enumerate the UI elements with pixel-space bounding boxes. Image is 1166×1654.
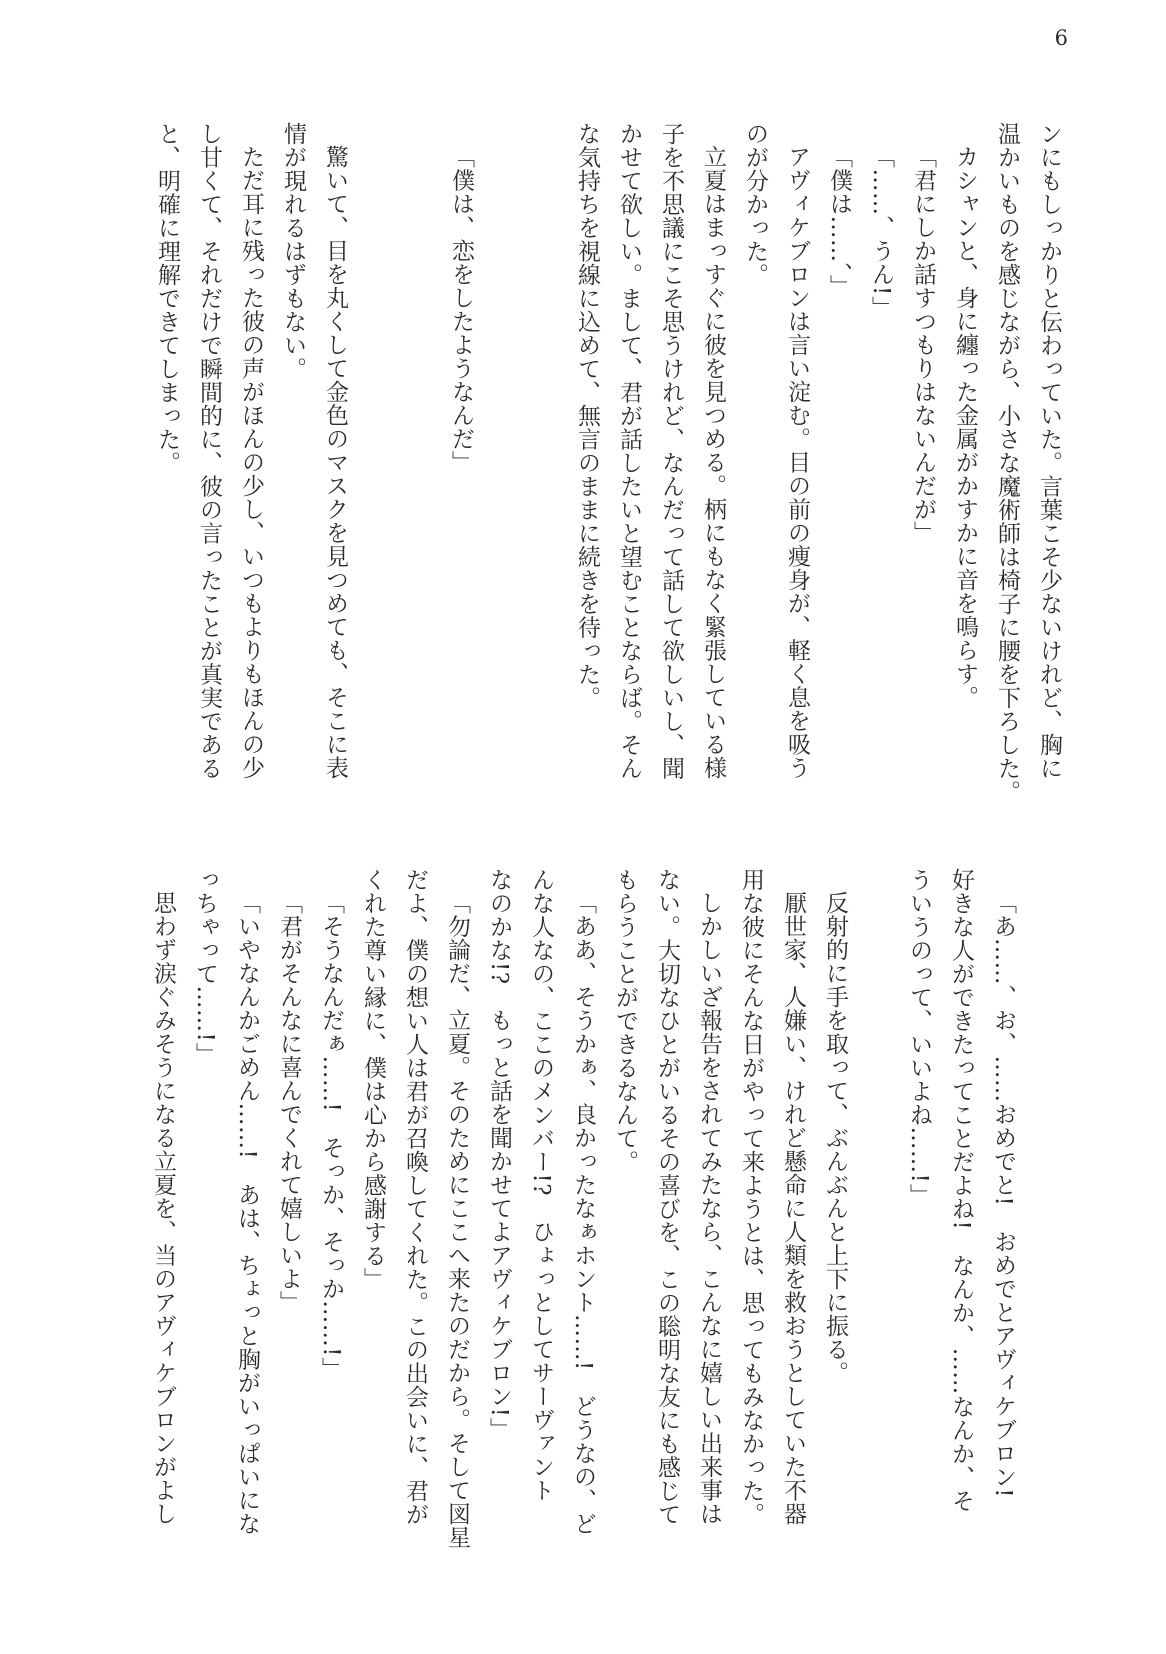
text-column: 「僕は……、」 bbox=[826, 145, 852, 298]
text-column: 好きな人ができたってことだよね! なんか、……なんか、そ bbox=[948, 868, 974, 1513]
text-column: 「君にしか話すつもりはないんだが」 bbox=[910, 145, 936, 545]
text-column: ンにもしっかりと伝わっていた。言葉こそ少ないけれど、胸に bbox=[1036, 122, 1062, 780]
text-column: 「勿論だ、立夏。そのためにここへ来たのだから。そして図星 bbox=[444, 891, 470, 1549]
blank-emphasis-column bbox=[533, 122, 556, 822]
text-column: 「ああ、そうかぁ、良かったなぁホント……! どうなの、ど bbox=[570, 891, 596, 1536]
text-column: カシャンと、身に纏った金属がかすかに音を鳴らす。 bbox=[952, 145, 978, 709]
text-tier-bottom bbox=[151, 868, 1014, 1568]
text-column: 「そうなんだぁ……! そっか、そっか……!」 bbox=[318, 891, 344, 1381]
text-column: 用な彼にそんな日がやって来ようとは、思ってもみなかった。 bbox=[738, 868, 764, 1526]
text-column: し甘くて、それだけで瞬間的に、彼の言ったことが真実である bbox=[196, 122, 222, 780]
text-column: 「僕は、恋をしたようなんだ」 bbox=[448, 145, 474, 474]
text-column: 「あ……、お、……おめでと! おめでとアヴィケブロン! bbox=[990, 891, 1016, 1498]
text-column: 立夏はまっすぐに彼を見つめる。柄にもなく緊張している様 bbox=[700, 145, 726, 780]
text-column: ない。大切なひとがいるその喜びを、この聡明な友にも感じて bbox=[654, 868, 680, 1526]
text-column: くれた尊い縁に、僕は心から感謝する」 bbox=[360, 868, 386, 1291]
blank-emphasis-column bbox=[407, 122, 430, 822]
text-column: だよ、僕の想い人は君が召喚してくれた。この出会いに、君が bbox=[402, 868, 428, 1526]
blank-emphasis-column bbox=[365, 122, 388, 822]
text-column: 「君がそんなに喜んでくれて嬉しいよ」 bbox=[276, 891, 302, 1314]
text-column: 情が現れるはずもない。 bbox=[280, 122, 306, 381]
blank-emphasis-column bbox=[865, 868, 888, 1568]
text-column: のが分かった。 bbox=[742, 122, 768, 287]
text-column: 「いやなんかごめん……! あは、ちょっと胸がいっぱいにな bbox=[234, 891, 260, 1536]
text-column: と、明確に理解できてしまった。 bbox=[154, 122, 180, 475]
text-column: んな人なの、ここのメンバー!? ひょっとしてサーヴァント bbox=[528, 868, 554, 1502]
text-column: なのかな!? もっと話を聞かせてよアヴィケブロン!」 bbox=[486, 868, 512, 1441]
text-tier-top bbox=[155, 122, 1060, 822]
text-column: 厭世家、人嫌い、けれど懸命に人類を救おうとしていた不器 bbox=[780, 891, 806, 1526]
blank-emphasis-column bbox=[491, 122, 514, 822]
text-column: っちゃって……!」 bbox=[192, 868, 218, 1066]
text-column: ただ耳に残った彼の声がほんの少し、いつもよりもほんの少 bbox=[238, 145, 264, 780]
text-column: 温かいものを感じながら、小さな魔術師は椅子に腰を下ろした。 bbox=[994, 122, 1020, 804]
text-column: アヴィケブロンは言い淀む。目の前の痩身が、軽く息を吸う bbox=[784, 145, 810, 780]
text-column: かせて欲しい。まして、君が話したいと望むことならば。そん bbox=[616, 122, 642, 780]
text-column: な気持ちを視線に込めて、無言のままに続きを待った。 bbox=[574, 122, 600, 710]
text-column: 驚いて、目を丸くして金色のマスクを見つめても、そこに表 bbox=[322, 145, 348, 780]
text-column: しかしいざ報告をされてみたなら、こんなに嬉しい出来事は bbox=[696, 891, 722, 1526]
text-column: もらうことができるなんて。 bbox=[612, 868, 638, 1174]
text-column: 「……、うん!」 bbox=[868, 145, 894, 320]
text-column: 反射的に手を取って、ぶんぶんと上下に振る。 bbox=[822, 891, 848, 1385]
text-column: 子を不思議にこそ思うけれど、なんだって話して欲しいし、聞 bbox=[658, 122, 684, 780]
text-column: 思わず涙ぐみそうになる立夏を、当のアヴィケブロンがよし bbox=[150, 891, 176, 1526]
text-column: ういうのって、いいよね……!」 bbox=[906, 868, 932, 1207]
page-number: 6 bbox=[1054, 26, 1068, 50]
